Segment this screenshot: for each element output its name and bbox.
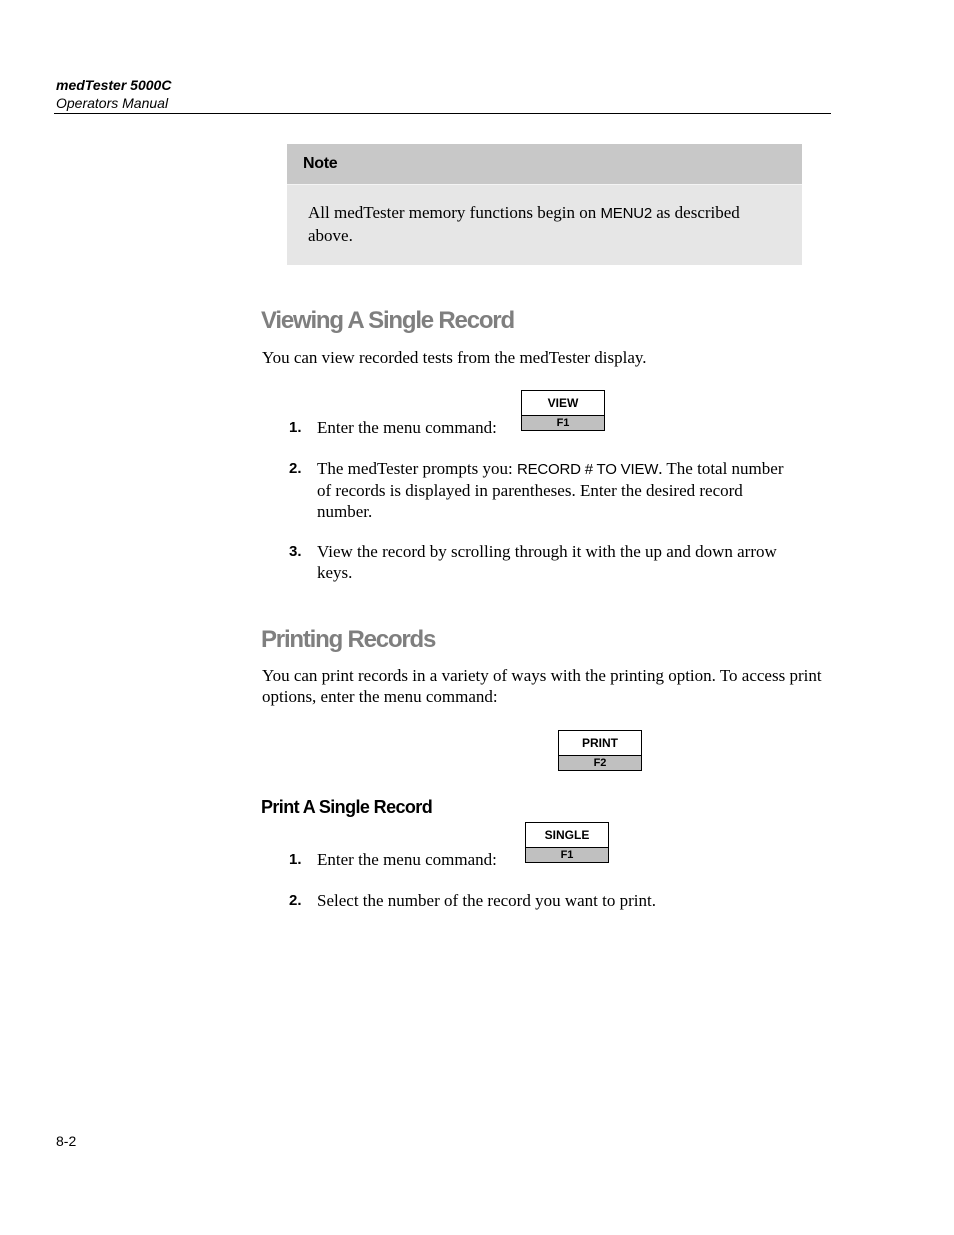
note-text-after: as described above. [308,203,740,245]
record-prompt-command: RECORD # TO VIEW [516,461,659,478]
page-number: 8-2 [56,1133,77,1149]
view-key-label: VIEW [547,396,579,410]
note-box [287,144,802,265]
viewing-intro: You can view recorded tests from the medTester display. [262,348,647,367]
view-step-3-number: 3. [289,543,302,560]
view-step-2-number: 2. [289,460,302,477]
note-body [308,202,783,247]
printing-intro: You can print records in a variety of ways with the printing option. To access print options, enter the menu command: [262,666,822,706]
print-key-function: F2 [559,755,641,770]
header-rule [54,113,831,114]
view-step-2-after: . The total number of records is displayed in parentheses. Enter the desired record number. [317,459,784,521]
single-step-1-text: Enter the menu command: [317,850,497,869]
manual-subtitle: Operators Manual [56,95,169,111]
single-step-2-text: Select the number of the record you want to print. [317,891,656,910]
note-menu-command: MENU2 [600,205,652,222]
note-title: Note [303,155,338,172]
single-key-label: SINGLE [544,828,590,842]
view-step-3-text: View the record by scrolling through it with the up and down arrow keys. [317,542,777,582]
print-key-label: PRINT [582,736,618,750]
view-step-1-text: Enter the menu command: [317,418,497,437]
single-step-2-number: 2. [289,892,302,909]
heading-viewing: Viewing A Single Record [261,307,514,334]
note-header [287,144,802,185]
single-step-1-number: 1. [289,851,302,868]
print-key [558,730,642,771]
view-step-1-number: 1. [289,419,302,436]
single-key-function: F1 [526,847,608,862]
view-step-2-before: The medTester prompts you: [317,459,517,478]
view-step-2-text [317,458,797,522]
heading-printing: Printing Records [261,626,436,653]
note-text-before: All medTester memory functions begin on [308,203,601,222]
heading-print-single: Print A Single Record [261,797,433,817]
view-key-function: F1 [522,415,604,430]
manual-title: medTester 5000C [56,77,172,93]
